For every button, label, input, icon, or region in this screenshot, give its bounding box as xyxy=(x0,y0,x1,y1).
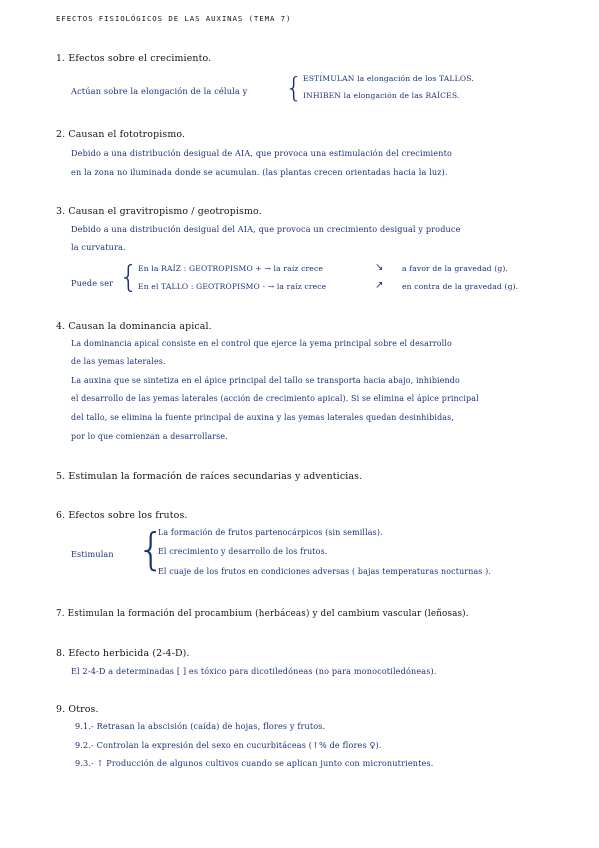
section-3-tallo-direction: en contra de la gravedad (g). xyxy=(402,282,519,291)
curve-right-arrow-icon: ↘ xyxy=(375,262,384,273)
brace-icon: { xyxy=(137,524,165,575)
curve-up-arrow-icon: ↗ xyxy=(375,280,384,291)
section-7-heading: 7. Estimulan la formación del procambium (herbáceas) y del cambium vascular (leñosas). xyxy=(56,609,469,619)
section-4-line-1: La dominancia apical consiste en el control que ejerce la yema principal sobre el desarrollo xyxy=(71,339,452,348)
section-3-raiz: En la RAÍZ : GEOTROPISMO + → la raíz crece xyxy=(138,264,323,273)
section-3-tallo: En el TALLO : GEOTROPISMO - → la raíz crece xyxy=(138,282,327,291)
section-1-item-1: ESTIMULAN la elongación de los TALLOS. xyxy=(303,74,474,83)
section-8-heading: 8. Efecto herbicida (2-4-D). xyxy=(56,648,190,659)
section-6-heading: 6. Efectos sobre los frutos. xyxy=(56,510,188,521)
section-4-line-3: La auxina que se sintetiza en el ápice principal del tallo se transporta hacia abajo, inhibiendo xyxy=(71,376,460,385)
section-3-line-1: Debido a una distribución desigual del AIA, que provoca un crecimiento desigual y produce xyxy=(71,224,461,234)
page-title: EFECTOS FISIOLÓGICOS DE LAS AUXINAS (TEMA 7) xyxy=(56,14,292,23)
section-4-line-6: por lo que comienzan a desarrollarse. xyxy=(71,432,228,441)
section-6-lead: Estimulan xyxy=(71,549,114,559)
brace-icon: { xyxy=(285,71,303,104)
section-4-heading: 4. Causan la dominancia apical. xyxy=(56,321,212,332)
section-3-raiz-direction: a favor de la gravedad (g). xyxy=(402,264,509,273)
section-2-line-1: Debido a una distribución desigual de AIA, que provoca una estimulación del crecimiento xyxy=(71,148,453,158)
section-4-line-5: del tallo, se elimina la fuente principal de auxina y las yemas laterales quedan desinhibidas, xyxy=(71,413,455,422)
section-2-heading: 2. Causan el fototropismo. xyxy=(56,129,186,140)
section-9-item-3: 9.3.- ↑ Producción de algunos cultivos cuando se aplican junto con micronutrientes. xyxy=(75,758,434,768)
section-4-line-4: el desarrollo de las yemas laterales (acción de crecimiento apical). Si se elimina el ápice principal xyxy=(71,394,479,403)
section-6-item-3: El cuaje de los frutos en condiciones adversas ( bajas temperaturas nocturnas ). xyxy=(158,567,492,576)
section-8-line-1: El 2-4-D a determinadas [ ] es tóxico para dicotiledóneas (no para monocotiledóneas). xyxy=(71,666,437,676)
section-6-item-1: La formación de frutos partenocárpicos (sin semillas). xyxy=(158,528,383,537)
brace-icon: { xyxy=(119,260,139,295)
section-1-heading: 1. Efectos sobre el crecimiento. xyxy=(56,53,212,64)
section-1-lead: Actúan sobre la elongación de la célula y xyxy=(71,86,248,96)
section-6-item-2: El crecimiento y desarrollo de los frutos. xyxy=(158,547,328,556)
section-1-item-2: INHIBEN la elongación de las RAÍCES. xyxy=(303,91,460,100)
section-2-line-2: en la zona no iluminada donde se acumulan. (las plantas crecen orientadas hacia la luz). xyxy=(71,167,448,177)
section-3-line-2: la curvatura. xyxy=(71,242,126,252)
section-3-heading: 3. Causan el gravitropismo / geotropismo. xyxy=(56,206,262,217)
section-9-item-1: 9.1.- Retrasan la abscisión (caída) de hojas, flores y frutos. xyxy=(75,721,326,731)
section-9-item-2: 9.2.- Controlan la expresión del sexo en cucurbitáceas (↑% de flores ♀). xyxy=(75,740,382,750)
section-5-heading: 5. Estimulan la formación de raíces secundarias y adventicias. xyxy=(56,471,363,482)
section-3-lead: Puede ser xyxy=(71,278,114,288)
section-9-heading: 9. Otros. xyxy=(56,704,99,715)
section-4-line-2: de las yemas laterales. xyxy=(71,357,166,366)
